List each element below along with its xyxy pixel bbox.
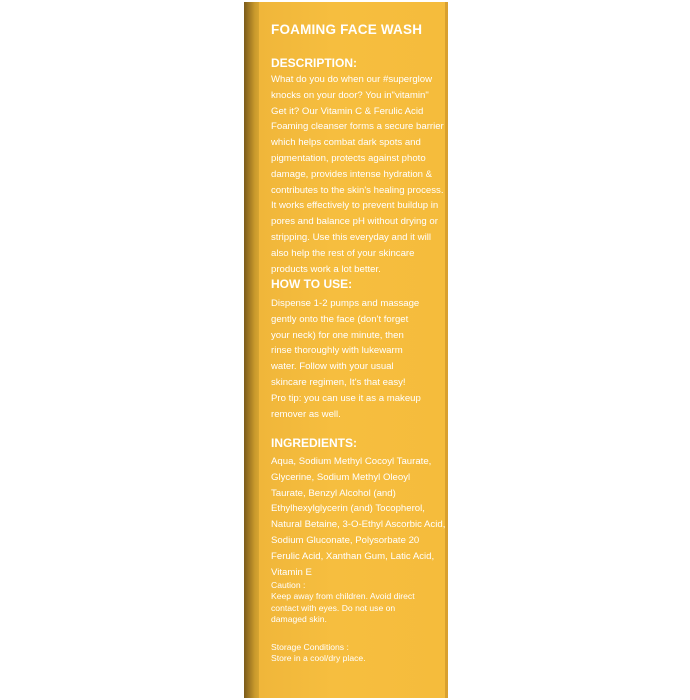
description-line: knocks on your door? You in"vitamin" bbox=[271, 89, 429, 101]
ingredients-line: Sodium Gluconate, Polysorbate 20 bbox=[271, 534, 420, 546]
ingredients-heading: INGREDIENTS: bbox=[271, 436, 358, 450]
description-line: pores and balance pH without drying or bbox=[271, 216, 438, 228]
description-heading: DESCRIPTION: bbox=[271, 56, 358, 70]
ingredients-line: Aqua, Sodium Methyl Cocoyl Taurate, bbox=[271, 456, 432, 467]
caution-text bbox=[271, 580, 415, 626]
how-to-use-line: your neck) for one minute, then bbox=[271, 329, 404, 341]
description-line: which helps combat dark spots and bbox=[271, 137, 421, 149]
description-line: pigmentation, protects against photo bbox=[271, 152, 426, 164]
caution-line: contact with eyes. Do not use on bbox=[271, 602, 396, 613]
caution-line: damaged skin. bbox=[271, 614, 327, 625]
ingredients-line: Ethylhexylglycerin (and) Tocopherol, bbox=[271, 503, 425, 515]
how-to-use-line: Pro tip: you can use it as a makeup bbox=[271, 392, 421, 404]
how-to-use-heading: HOW TO USE: bbox=[271, 277, 353, 291]
caution-heading: Caution : bbox=[271, 580, 306, 590]
ingredients-line: Vitamin E bbox=[271, 566, 312, 578]
description-line: also help the rest of your skincare bbox=[271, 247, 415, 259]
description-text bbox=[271, 72, 444, 277]
how-to-use-line: Dispense 1-2 pumps and massage bbox=[271, 298, 420, 309]
storage-heading: Storage Conditions : bbox=[271, 642, 349, 652]
description-line: What do you do when our #superglow bbox=[271, 74, 433, 85]
ingredients-text bbox=[271, 454, 445, 580]
storage-line: Store in a cool/dry place. bbox=[271, 653, 366, 664]
description-line: damage, provides intense hydration & bbox=[271, 168, 433, 180]
how-to-use-line: skincare regimen, It's that easy! bbox=[271, 376, 406, 388]
caution-line: Keep away from children. Avoid direct bbox=[271, 591, 415, 602]
box-right-edge bbox=[445, 2, 448, 698]
how-to-use-line: gently onto the face (don't forget bbox=[271, 313, 409, 325]
ingredients-line: Glycerine, Sodium Methyl Oleoyl bbox=[271, 471, 411, 483]
product-box-panel bbox=[259, 2, 445, 698]
description-line: stripping. Use this everyday and it will bbox=[271, 231, 431, 243]
how-to-use-line: remover as well. bbox=[271, 408, 341, 420]
description-line: It works effectively to prevent buildup in bbox=[271, 200, 439, 212]
how-to-use-line: water. Follow with your usual bbox=[271, 361, 394, 373]
storage-text bbox=[271, 642, 366, 665]
description-line: Foaming cleanser forms a secure barrier bbox=[271, 121, 444, 133]
description-line: Get it? Our Vitamin C & Ferulic Acid bbox=[271, 105, 424, 117]
description-line: products work a lot better. bbox=[271, 263, 381, 275]
ingredients-line: Taurate, Benzyl Alcohol (and) bbox=[271, 487, 396, 499]
product-title: FOAMING FACE WASH bbox=[271, 22, 423, 37]
ingredients-line: Ferulic Acid, Xanthan Gum, Latic Acid, bbox=[271, 550, 435, 562]
how-to-use-text bbox=[271, 296, 421, 422]
how-to-use-line: rinse thoroughly with lukewarm bbox=[271, 345, 403, 357]
ingredients-line: Natural Betaine, 3-O-Ethyl Ascorbic Acid, bbox=[271, 519, 445, 531]
description-line: contributes to the skin's healing process. bbox=[271, 184, 444, 196]
